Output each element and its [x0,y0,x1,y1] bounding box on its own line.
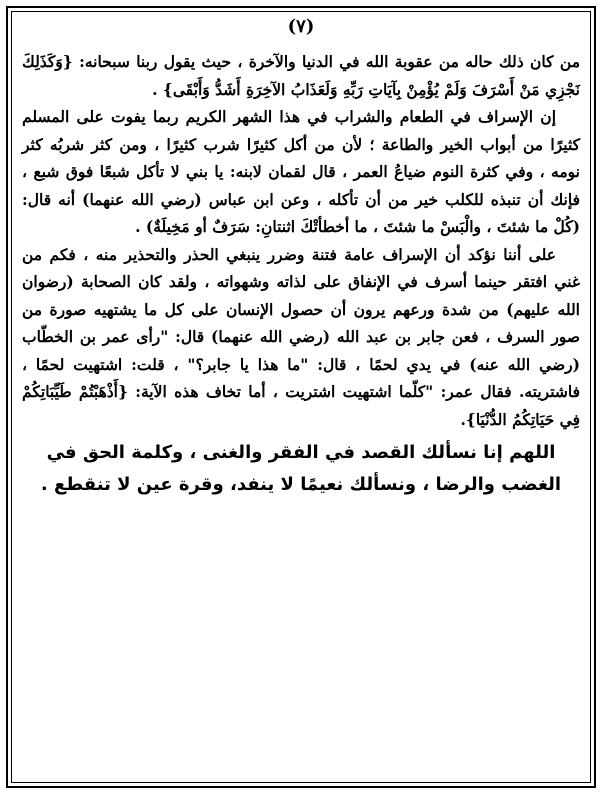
paragraph-excess-food: إن الإسراف في الطعام والشراب في هذا الشهر الكريم ربما يفوت على المسلم كثيرًا من أبواب الخير والطاعة ؛ لأن من أكل كثيرًا شرب كثيرًا ، ومن كثر شربُه كثر نومه ، وفي كثرة النوم ضياعُ العمر ، قال لقمان لابنه: يا بني لا تأكل شبعًا فوق شبع ، فإنك أن تنبذه للكلب خير من أن تأكله ، وعن ابن عباس (رضي الله عنهما) أنه قال: (كُلْ ما شئتَ ، والْبَسْ ما شئتَ ، ما أخطأتْكَ اثنتانِ: سَرَفٌ أو مَخِيلَةٌ) . [22,107,580,236]
page-number: (٧) [287,16,315,37]
closing-prayer: اللهم إنا نسألك القصد في الفقر والغنى ، وكلمة الحق في الغضب والرضا ، ونسألك نعيمًا لا ينفد، وقرة عين لا تنقطع . [40,442,562,495]
page-body [22,48,580,501]
paragraph-intro: من كان ذلك حاله من عقوبة الله في الدنيا والآخرة ، حيث يقول ربنا سبحانه: {وَكَذَلِكَ نَجْزِي مَنْ أَسْرَفَ وَلَمْ يُؤْمِنْ بِآيَاتِ رَبِّهِ وَلَعَذَابُ الآخِرَةِ أَشَدُّ وَأَبْقَى} . [22,52,580,99]
page-border [6,6,596,788]
paragraph-excess-general: على أننا نؤكد أن الإسراف عامة فتنة وضرر ينبغي الحذر والتحذير منه ، فكم من غني افتقر حينما أسرف في الإنفاق على لذاته وشهواته ، ولقد كان الصحابة (رضوان الله عليهم) من شدة ورعهم يرون أن حصول الإنسان على كل ما يشتهيه صورة من صور السرف ، فعن جابر بن عبد الله (رضي الله عنهما) قال: "رأى عمر بن الخطّاب (رضي الله عنه) في يدي لحمًا ، قال: "ما هذا يا جابر؟" ، قلت: اشتهيت لحمًا ، فاشتريته. فقال عمر: "كلّما اشتهيت اشتريت ، أما تخاف هذه الآية: {أَذْهَبْتُمْ طَيِّبَاتِكُمْ فِي حَيَاتِكُمُ الدُّنْيَا}. [22,244,580,429]
